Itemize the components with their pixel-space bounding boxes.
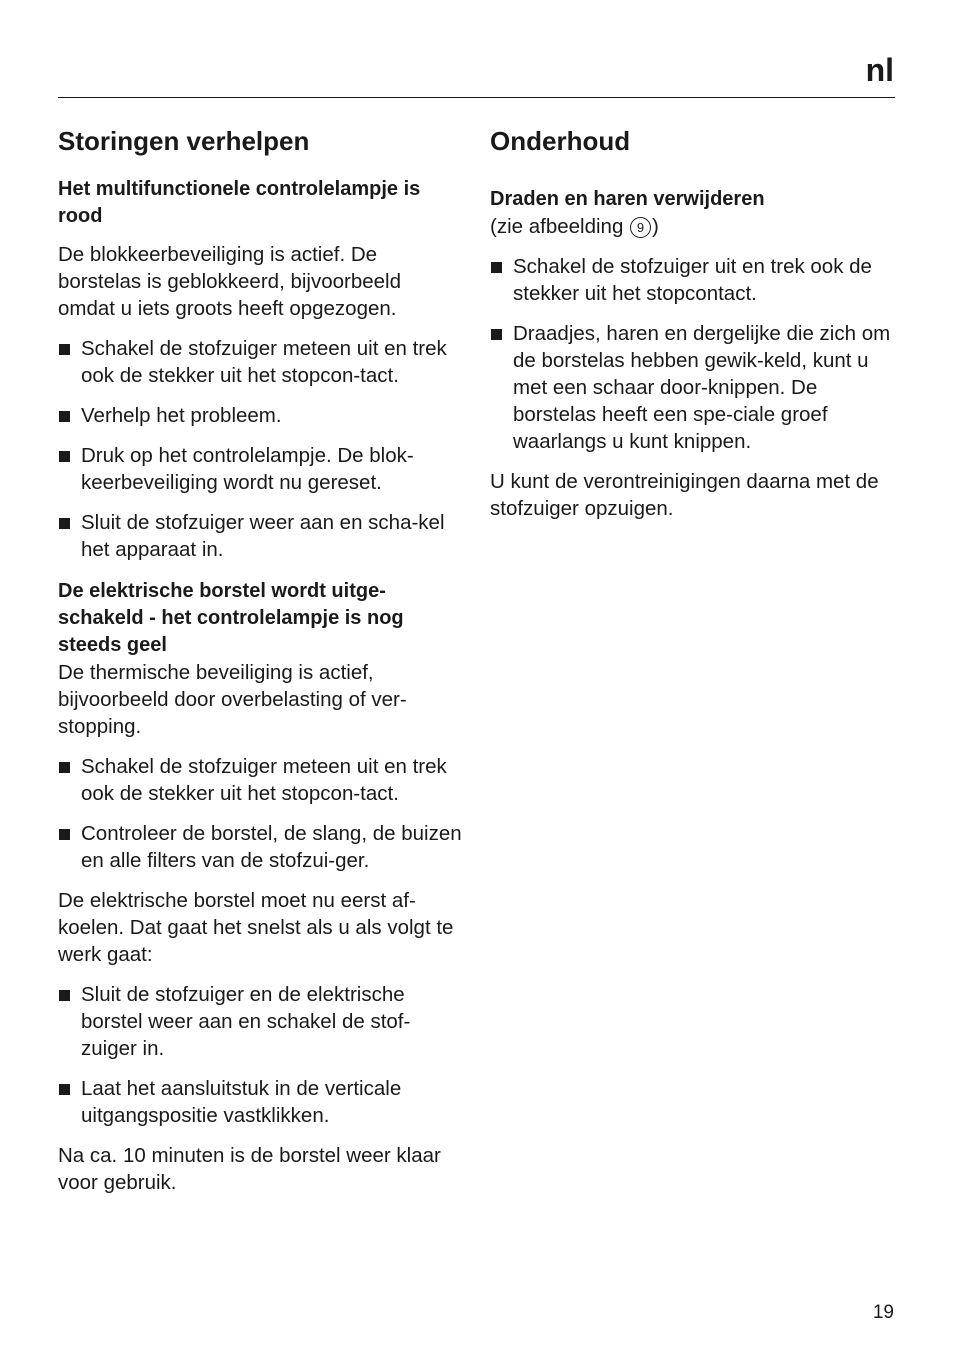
square-bullet-icon [59,762,70,773]
paragraph-blocking-protection: De blokkeerbeveiliging is actief. De borstelas is geblokkeerd, bijvoorbeeld omdat u iets groots heeft opgezogen. [58,243,402,320]
list-item: Laat het aansluitstuk in de verticale uitgangspositie vastklikken. [58,1075,462,1129]
list-item: Schakel de stofzuiger meteen uit en trek ook de stekker uit het stopcon-tact. [58,753,462,807]
header-rule [58,97,895,98]
section-title-troubleshooting: Storingen verhelpen [58,126,310,156]
square-bullet-icon [59,1084,70,1095]
square-bullet-icon [59,344,70,355]
list-item: Sluit de stofzuiger weer aan en scha-kel het apparaat in. [58,509,462,563]
paragraph-vacuum-debris: U kunt de verontreinigingen daarna met de stofzuiger opzuigen. [490,470,879,520]
paragraph-thermal-protection: De thermische beveiliging is actief, bijvoorbeeld door overbelasting of ver-stopping. [58,661,407,738]
list-item: Druk op het controlelampje. De blok-keerbeveiliging wordt nu gereset. [58,442,462,496]
section-title-maintenance: Onderhoud [490,126,631,156]
list-item: Verhelp het probleem. [58,402,462,429]
language-code: nl [865,52,894,88]
square-bullet-icon [491,262,502,273]
bullet-list-thermal-b [58,981,462,1129]
figure-reference: (zie afbeelding 9 ) [490,215,659,238]
page-number: 19 [872,1302,894,1323]
right-column [490,124,900,522]
bullet-list-red-lamp [58,335,462,563]
bullet-list-thermal-a [58,753,462,874]
paragraph-cool-down: De elektrische borstel moet nu eerst af-koelen. Dat gaat het snelst als u als volgt te werk gaat: [58,889,454,966]
square-bullet-icon [59,829,70,840]
square-bullet-icon [59,990,70,1001]
list-item: Draadjes, haren en dergelijke die zich om de borstelas hebben gewik-keld, kunt u met een schaar door-knippen. De borstelas heeft een spe-ciale groef waarlangs u kunt knippen. [490,320,900,455]
list-item: Sluit de stofzuiger en de elektrische borstel weer aan en schakel de stof-zuiger in. [58,981,462,1062]
list-item: Schakel de stofzuiger uit en trek ook de stekker uit het stopcontact. [490,253,900,307]
square-bullet-icon [59,518,70,529]
subsection-heading-brush-switched-off: De elektrische borstel wordt uitge-schakeld - het controlelampje is nog steeds geel [58,580,404,656]
square-bullet-icon [491,329,502,340]
square-bullet-icon [59,411,70,422]
square-bullet-icon [59,451,70,462]
list-item: Schakel de stofzuiger meteen uit en trek ook de stekker uit het stopcon-tact. [58,335,462,389]
left-column [58,124,462,1196]
figure-number-badge: 9 [630,217,651,238]
subsection-heading-red-lamp: Het multifunctionele controlelampje is rood [58,178,421,227]
subsection-heading-remove-threads: Draden en haren verwijderen [490,188,765,210]
list-item: Controleer de borstel, de slang, de buizen en alle filters van de stofzui-ger. [58,820,462,874]
bullet-list-maintenance [490,253,900,455]
paragraph-ready-for-use: Na ca. 10 minuten is de borstel weer klaar voor gebruik. [58,1144,441,1194]
